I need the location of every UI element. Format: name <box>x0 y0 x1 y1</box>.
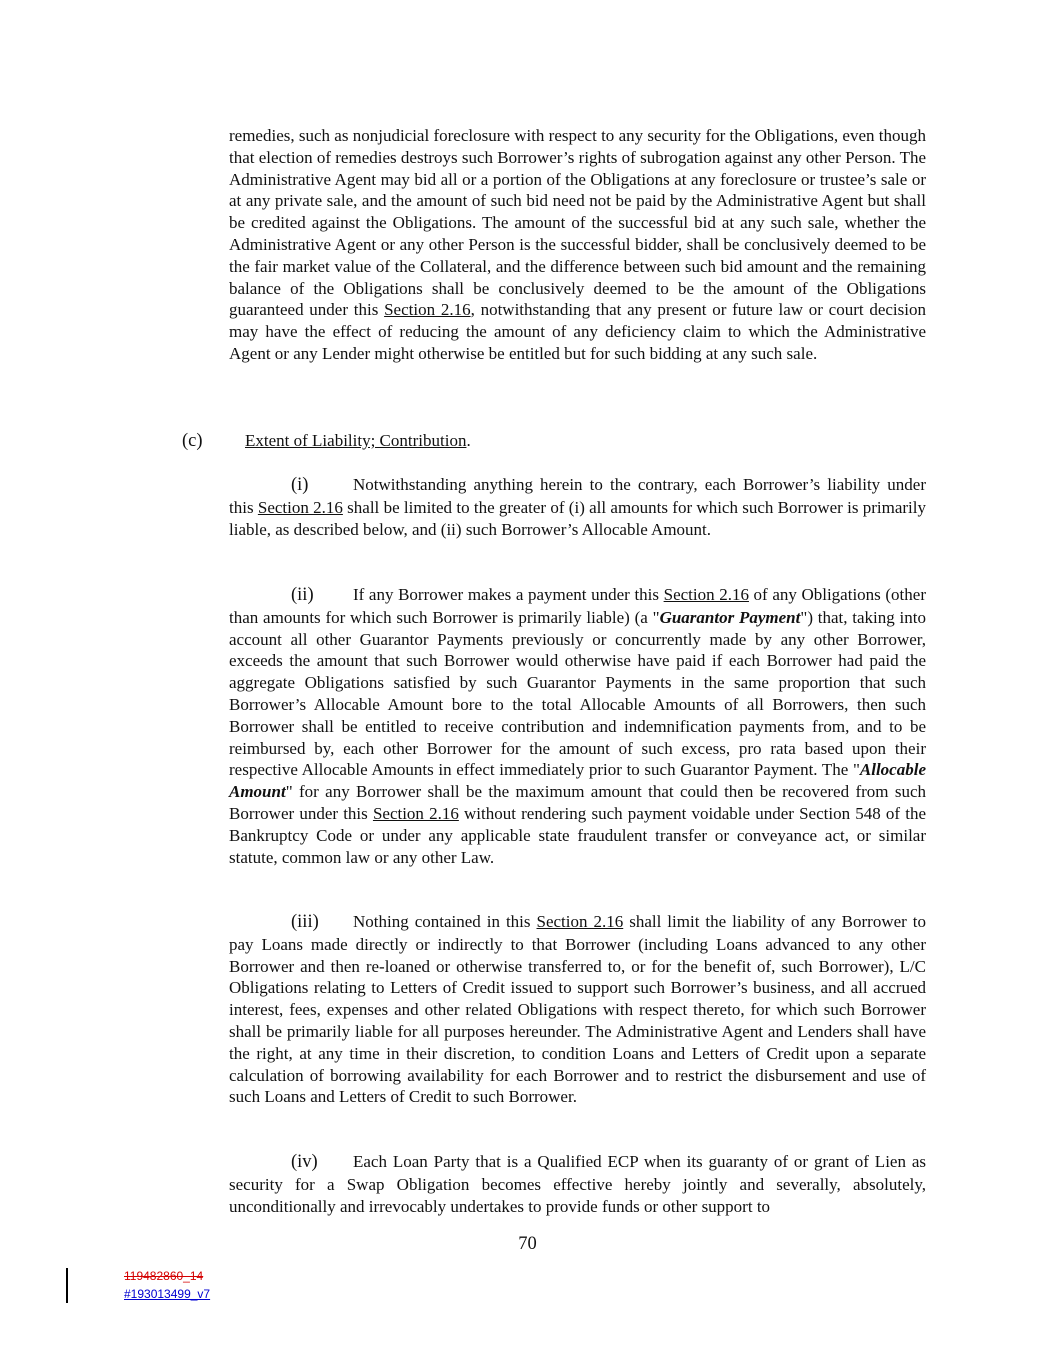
paragraph-text: Nothing contained in this <box>353 912 537 931</box>
heading-period: . <box>466 431 471 450</box>
section-heading <box>182 430 471 452</box>
continuation-paragraph <box>229 125 926 365</box>
subparagraph-number: (ii) <box>291 585 314 605</box>
section-reference: Section 2.16 <box>257 497 343 517</box>
subparagraph-iii <box>229 911 926 1108</box>
subparagraph-number: (iv) <box>291 1152 318 1172</box>
paragraph-text: , notwithstanding that any present or future law or court decision may have the effect of reducing the amount of any deficiency claim to which the Administrative Agent or any Lender might otherwise be entitled but for such bidding at any such sale. <box>229 300 926 363</box>
paragraph-text: Notwithstanding anything herein to the contrary, each Borrower’s liability under this <box>229 475 926 517</box>
section-reference: Section 2.16 <box>384 300 471 320</box>
paragraph-text: without rendering such payment voidable under Section 548 of the Bankruptcy Code or under any applicable state fraudulent transfer or conveyance act, or similar statute, common law or any other Law. <box>229 803 927 867</box>
paragraph-text: If any Borrower makes a payment under this <box>353 585 664 604</box>
heading-label: (c) <box>182 431 203 451</box>
section-reference: Section 2.16 <box>536 912 624 931</box>
paragraph-text: shall limit the liability of any Borrower to pay Loans made directly or indirectly to that Borrower (including Loans advanced to any other Borrower and then re-loaned or otherwise transferred to, or for the benefit of, such Borrower), L/C Obligations relating to Letters of Credit issued to support such Borrower’s business, and all accrued interest, fees, expenses and other related Obligations with respect thereto, for which such Borrower shall be primarily liable for all purposes hereunder. The Administrative Agent and Lenders shall have the right, at any time in their discretion, to condition Loans and Letters of Credit upon a separate calculation of borrowing availability for each Borrower and to restrict the disbursement and use of such Loans and Letters of Credit to such Borrower. <box>229 912 927 1107</box>
paragraph-text: ") that, taking into account all other Guarantor Payments previously or concurrently made by any other Borrower, exceeds the amount that such Borrower would otherwise have paid if each Borrower had paid the aggregate Obligations satisfied by such Guarantor Payments in the same proportion that such Borrower’s Allocable Amount bore to the total Allocable Amounts of all Borrowers, then such Borrower shall be entitled to receive contribution and indemnification payments from, and to be reimbursed by, each other Borrower for the amount of such excess, pro rata based upon their respective Allocable Amounts in effect immediately prior to such Guarantor Payment. The " <box>229 607 927 780</box>
heading-title: Extent of Liability; Contribution <box>245 431 467 450</box>
paragraph-text: " for any Borrower shall be the maximum amount that could then be recovered from such Borrower under this <box>229 782 926 823</box>
section-reference: Section 2.16 <box>372 803 459 823</box>
paragraph-text: of any Obligations (other than amounts for which such Borrower is primarily liable) (a " <box>229 585 926 627</box>
paragraph-text: Each Loan Party that is a Qualified ECP when its guaranty of or grant of Lien as security for a Swap Obligation becomes effective hereby jointly and severally, absolutely, unconditionally and irrevocably undertakes to provide funds or other support to <box>229 1152 926 1216</box>
subparagraph-number: (iii) <box>291 912 319 932</box>
page-number: 70 <box>518 1234 537 1254</box>
change-bar <box>66 1268 68 1303</box>
subparagraph-ii <box>229 584 926 868</box>
inserted-document-id: #193013499_v7 <box>124 1287 211 1301</box>
paragraph-text: remedies, such as nonjudicial foreclosure with respect to any security for the Obligations, even though that election of remedies destroys such Borrower’s rights of subrogation against any other Person. The Administrative Agent may bid all or a portion of the Obligations at any foreclosure or trustee’s sale or at any private sale, and the amount of such bid need not be paid by the Administrative Agent but shall be credited against the Obligations. The amount of the successful bid at any such sale, whether the Administrative Agent or any other Person is the successful bidder, shall be conclusively deemed to be the fair market value of the Collateral, and the difference between such bid amount and the remaining balance of the Obligations shall be conclusively deemed to be the amount of the Obligations guaranteed under this <box>229 126 926 320</box>
defined-term: Allocable Amount <box>229 760 926 802</box>
defined-term: Guarantor Payment <box>659 607 801 627</box>
subparagraph-i <box>229 474 926 540</box>
subparagraph-iv <box>229 1151 926 1217</box>
deleted-document-id: 119482860_14 <box>124 1269 204 1283</box>
section-reference: Section 2.16 <box>663 585 749 604</box>
subparagraph-number: (i) <box>291 475 309 495</box>
paragraph-text: shall be limited to the greater of (i) all amounts for which such Borrower is primarily liable, as described below, and (ii) such Borrower’s Allocable Amount. <box>229 497 926 539</box>
